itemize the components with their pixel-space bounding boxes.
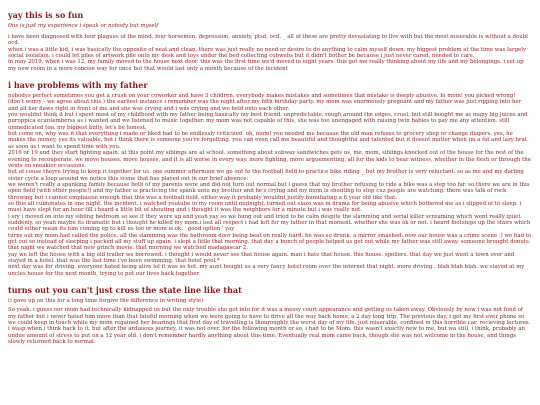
- paragraph: nobodys perfect sometimes you get a crush on your coworker and have 3 children. everybody makes mistakes and sometimes that mistake is deeply abusive. hi mom! you picked wrong! (don't worry - we agree about this.) the earliest instance i remember was the night after my fifth birthday party. my mom was enormously pregnant and my father was just ripping into her and all her flaws right in front of me and she was crying and i was crying and we held onto each other.: [8, 93, 522, 112]
- intro-text: [8, 34, 532, 72]
- section-heading-state-line: turns out you can't just cross the state line like that: [8, 285, 242, 296]
- page-title: yay this is so fun: [8, 10, 84, 20]
- paragraph: but come on, why was it that everything i made or liked had to be endlessly criticized. oh, mom! you needed me because the old man refuses to grocery shop or change diapers. yes, he makes the money, yes its valuable, but i think there is someone you're forgetting. you can even call me beautiful and thoughtful and talented but it doesnt matter when im a fat and lazy brat as soon as i want to spend time with you.: [8, 131, 527, 150]
- paragraph: i have been diagnosed with four plagues of the mind, four horsemen. depression, anxiety, ptsd, ocd. _ all of these are pretty devastating to live with but the most miserable is without a doubt ocd.: [8, 34, 529, 47]
- paragraph: we weren't really a spanking family because both of my parents were and did not turn out normal but i guess that my brother refusing to ride a bike was a step too far. so there we are in this open field (with other people!) and my father is practicing the spank unto my brother and he's crying and my mom is shouting to stop cuz people are watching. there was talk of rock throwing but i cannot emphasise enough that this was a football field. either way it probably wouldnt justify humiliating a 6 year old like that.: [8, 181, 530, 201]
- paragraph: (i gave up on this for a long time forgive the difference in writing style): [8, 298, 204, 305]
- paragraph: 2016 or 19 and they start fighting again. at this point my siblings are at school. something about subway sandwiches gets us, me, mom, siblings knocked out of the house for the rest of the evening to recouperate. we move houses. move houses, and it is all worse in every way. more fighting, more arguementing. all for the kids to bear witness, whether in the flesh or through the vents on sneakier occasions.: [8, 150, 531, 169]
- paragraph: in may 2019, when i was 12, my family moved to the house next door. this was the first time we'd moved in eight years. this got me really thinking about my life and my belongings. i set up my new room in a more concise way for once but that would last only a month because of the incident: [8, 59, 524, 72]
- paragraph: So yeah. i guess our mom had technically kidnapped us but the only trouble she got into for it was a messy court appearance and getting us taken away. Obviously by now i was not fond of my father but i never hated him more than that fateful morning when we were going to have to drive all the way back home, a 2 day long trip. The previous day, i got my first ever phone so we could keep in touch while my mom regained her bearings that first day of travelling is thouroughly the worst day of my life. just miserable, confined in this horrible car, recieving lectures. i wasp when i think back to it. but after the arduoous journey, it was not over. for the following month or so, i had to be Mom. this wasn't exactly new to me, but wa still, i think, probably an undue amount of stress to put on a 12 year old. i don't remember hardly anything about this time. Eventually real mom came back, though she was not welcome in the house, and things slowly returned back to normal.: [8, 307, 531, 346]
- paragraph: yay we left the house with a big old trailer we borrowed. i thought i would never see that house again. man i hate that house. this house. spoilers. that day we just went a town over and stayed in a hotel. that was the last time i've been swimming. that hotel pool.*: [8, 251, 515, 264]
- paragraph: so this all culminates in one night. the incident. i watched youtube in my room until midnight. turned out slazo was in drama for being abusive which bothered me as i slipped of to sleep. i must have slept for an hour till i heard a little bit of shouting and i thought it was the neighbors for a minute but i was really not.: [8, 200, 522, 214]
- section-father-text: [8, 93, 532, 277]
- paragraph: turns out my mom had called the police. all the slamming was the bathroom door being beat on really hard. he was so drunk. a mirror smashed. now our house was a crime scene :) we had to get out so instead of sleeping i packed all my stuff up again. i slept a little that morning. that day a bunch of people helped us get out while my father was still away. someone brought donuts. that night we watched that new grinch movie. that morning we watched madagascar 2.: [8, 232, 532, 252]
- section-state-line-text: [8, 298, 532, 345]
- paragraph: when i was a little kid, i was basically the opposite of neat and clean. there was just really no need or desire to do anything to calm myself down. my biggest problem at the time was largely social isolation. i could let piles of artwork pile onto my desk and toys under the bed collecting cobwebs but it didn't bother be because i just never cared, needed to care.: [8, 46, 526, 60]
- paragraph: but of couse theyre trying to keep it together for us. one summer afternoon we go out to the football field to practice bike riding _ but my brother is very reluctant. so as me and my darling sister cycle a loop around we notice this scene that has played out in our brief absence:: [8, 169, 524, 182]
- page-subtitle: this is just my experience i speak or nobody but myself: [8, 23, 159, 29]
- paragraph: next day was for driving. everyone hated being alive lol it was so hot. my aunt bought us a very fancy hotel room over the internet that night. more driving . blah blah blah. we stayed at my uncles house for the next month, trying to put our lives back together: [8, 264, 525, 277]
- paragraph: you wouldnt think it but i spent most of my childhood with my father being basically my best friend. unpredictable, rough around the edges, cruel, but still bought me as many big juices and puroppica ecantemberss as i wanted and we listened to music together. my mom was not capable of this, she was too unengaged with raising twin babies to pay me any attention. still unmedicated too. my biggest bully, let's be honest.: [8, 112, 528, 131]
- paragraph: i sry i moved on into my sibling bedroom so see if they were up and yeah yay so we hung out and tried to be calm despite the slamming and serial killer screaming which went really quiet suddenly. so yeah maybe its dramatic but i thought he killed my mom.i lost all respect i had left for my father in that moment. whether she was ok or not. i heard footsteps up the stairs which could either mean its him coming up to kill us too or mom is ok. ' good option ' yay: [8, 213, 531, 233]
- section-heading-father: i have problems with my father: [8, 80, 148, 91]
